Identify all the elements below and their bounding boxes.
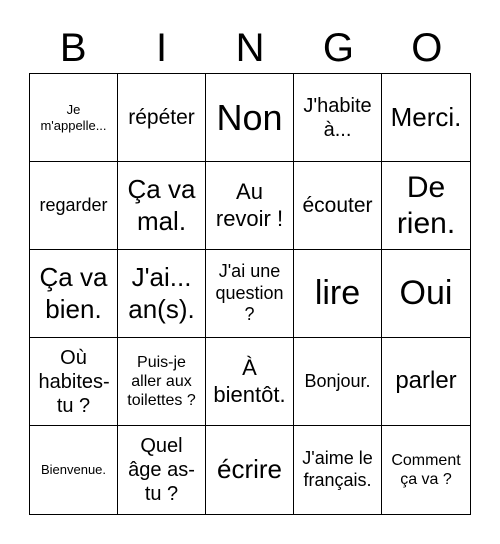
bingo-cell[interactable]: [118, 74, 206, 162]
header-letter-g: G: [322, 26, 354, 70]
bingo-cell[interactable]: [206, 74, 294, 162]
cell-text: J'ai une question ?: [215, 261, 284, 325]
bingo-cell[interactable]: [118, 250, 206, 338]
bingo-cell[interactable]: [294, 426, 382, 514]
header-letter-i: I: [156, 26, 168, 70]
cell-text: J'ai... an(s).: [128, 262, 195, 324]
bingo-card: [29, 73, 471, 515]
bingo-cell[interactable]: [30, 250, 118, 338]
bingo-cell[interactable]: [382, 162, 470, 250]
cell-text: regarder: [39, 194, 108, 215]
cell-text: À bientôt.: [213, 355, 286, 407]
cell-text: Ça va mal.: [127, 174, 196, 236]
bingo-cell[interactable]: [382, 250, 470, 338]
cell-text: Je m'appelle...: [40, 101, 107, 133]
header-letter-o: O: [411, 26, 443, 70]
bingo-cell[interactable]: [206, 250, 294, 338]
header-letter-b: B: [59, 26, 87, 70]
cell-text: De rien.: [396, 170, 456, 240]
bingo-cell[interactable]: [118, 338, 206, 426]
cell-text: lire: [314, 274, 361, 313]
cell-text: J'aime le français.: [302, 448, 373, 490]
cell-text: J'habite à...: [303, 94, 372, 141]
cell-text: Où habites-tu ?: [38, 346, 110, 417]
cell-text: Ça va bien.: [39, 262, 108, 324]
cell-text: Puis-je aller aux toilettes ?: [127, 353, 196, 410]
bingo-cell[interactable]: [30, 162, 118, 250]
cell-text: Comment ça va ?: [391, 451, 461, 488]
cell-text: Au revoir !: [215, 179, 284, 231]
bingo-cell[interactable]: [118, 162, 206, 250]
cell-text: parler: [395, 367, 457, 395]
bingo-cell[interactable]: [294, 250, 382, 338]
bingo-header: [29, 24, 471, 72]
cell-text: Non: [216, 96, 283, 138]
cell-text: Oui: [399, 274, 453, 313]
cell-text: Quel âge as-tu ?: [128, 435, 195, 505]
header-letter-n: N: [235, 26, 265, 70]
bingo-cell[interactable]: [294, 74, 382, 162]
cell-text: Bonjour.: [304, 370, 371, 391]
bingo-cell[interactable]: [206, 338, 294, 426]
bingo-cell[interactable]: [30, 426, 118, 514]
cell-text: écrire: [216, 454, 282, 485]
cell-text: Merci.: [390, 101, 462, 132]
bingo-cell[interactable]: [30, 74, 118, 162]
bingo-cell[interactable]: [382, 338, 470, 426]
cell-text: écouter: [302, 193, 373, 217]
bingo-cell[interactable]: [382, 74, 470, 162]
bingo-cell[interactable]: [206, 162, 294, 250]
bingo-cell[interactable]: [206, 426, 294, 514]
bingo-cell[interactable]: [30, 338, 118, 426]
bingo-cell[interactable]: [118, 426, 206, 514]
cell-text: Bienvenue.: [40, 462, 107, 478]
bingo-cell[interactable]: [382, 426, 470, 514]
bingo-cell[interactable]: [294, 162, 382, 250]
bingo-cell[interactable]: [294, 338, 382, 426]
cell-text: répéter: [128, 105, 195, 129]
